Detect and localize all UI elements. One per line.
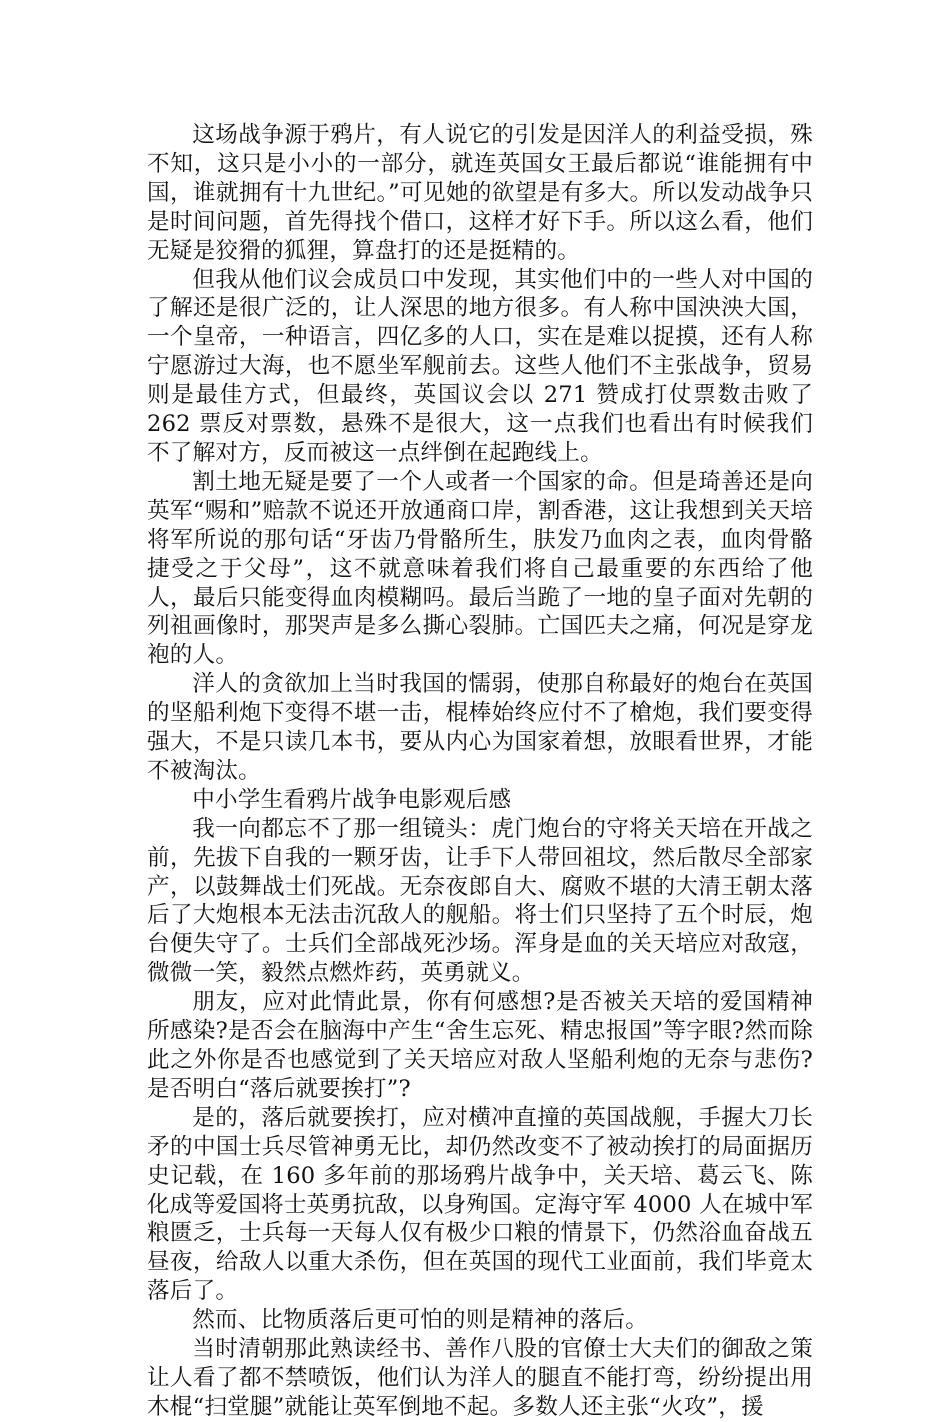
paragraph-spiritual-backwardness: 然而、比物质落后更可怕的则是精神的落后。 [192,1307,649,1334]
paragraph-opium-war-origin: 这场战争源于鸦片，有人说它的引发是因洋人的利益受损，殊不知，这只是小小的一部分，就连英国女王最后都说“谁能拥有中国，谁就拥有十九世纪。”可见她的欲望是有多大。所以发动战争只是时间问题，首先得找个借口，这样才好下手。所以这么看，他们无疑是狡猾的狐狸，算盘打的还是挺精的。 [147,122,813,264]
paragraph-greed-and-weakness: 洋人的贪欲加上当时我国的懦弱，使那自称最好的炮台在英国的坚船利炮下变得不堪一击，棍棒始终应付不了槍炮，我们要变得强大，不是只读几本书，要从内心为国家着想，放眼看世界，才能不被淘汰。 [147,671,813,784]
paragraph-guan-tianpei: 我一向都忘不了那一组镜头：虎门炮台的守将关天培在开战之前，先拔下自我的一颗牙齿，让手下人带回祖坟，然后散尽全部家产，以鼓舞战士们死战。无奈夜郎自大、腐败不堪的大清王朝太落后了大炮根本无法击沉敌人的舰船。将士们只坚持了五个时辰，炮台便失守了。士兵们全部战死沙场。浑身是血的关天培应对敌寇，微微一笑，毅然点燃炸药，英勇就义。 [147,815,813,987]
paragraph-ceding-land: 割土地无疑是要了一个人或者一个国家的命。但是琦善还是向英军“赐和”赔款不说还开放通商口岸，割香港，这让我想到关天培将军所说的那句话“牙齿乃骨骼所生，肤发乃血肉之表，血肉骨骼捷受之于父母”，这不就意味着我们将自己最重要的东西给了他人，最后只能变得血肉模糊吗。最后当跪了一地的皇子面对先朝的列祖画像时，那哭声是多么撕心裂肺。亡国匹夫之痛，何况是穿龙袍的人。 [147,468,813,669]
paragraph-backwardness: 是的，落后就要挨打，应对横冲直撞的英国战舰，手握大刀长矛的中国士兵尽管神勇无比，却仍然改变不了被动挨打的局面据历史记载，在 160 多年前的那场鸦片战争中，关天培、葛云飞、陈化成等爱国将士英勇抗敌，以身殉国。定海守军 4000 人在城中军粮匮乏，士兵每一天每人仅有极少口粮的情景下，仍然浴血奋战五昼夜，给敌人以重大杀伤，但在英国的现代工业面前，我们毕竟太落后了。 [147,1104,813,1305]
article-body [147,121,813,1422]
paragraph-parliament-debate: 但我从他们议会成员口中发现，其实他们中的一些人对中国的了解还是很广泛的，让人深思的地方很多。有人称中国泱泱大国，一个皇帝，一种语言，四亿多的人口，实在是难以捉摸，还有人称宁愿游过大海，也不愿坐军舰前去。这些人他们不主张战争，贸易则是最佳方式，但最终，英国议会以 271 赞成打仗票数击败了 262 票反对票数，悬殊不是很大，这一点我们也看出有时候我们不了解对方，反而被这一点绊倒在起跑线上。 [147,266,813,466]
section-heading: 中小学生看鸦片战争电影观后感 [192,786,512,813]
paragraph-reflection-questions: 朋友，应对此情此景，你有何感想?是否被关天培的爱国精神所感染?是否会在脑海中产生“舍生忘死、精忠报国”等字眼?然而除此之外你是否也感觉到了关天培应对敌人坚船利炮的无奈与悲伤?是否明白“落后就要挨打”? [147,989,813,1102]
paragraph-qing-officials: 当时清朝那此熟读经书、善作八股的官僚士大夫们的御敌之策让人看了都不禁喷饭，他们认为洋人的腿直不能打弯，纷纷提出用木棍“扫堂腿”就能让英军倒地不起。多数人还主张“火攻”，援 [147,1336,813,1420]
